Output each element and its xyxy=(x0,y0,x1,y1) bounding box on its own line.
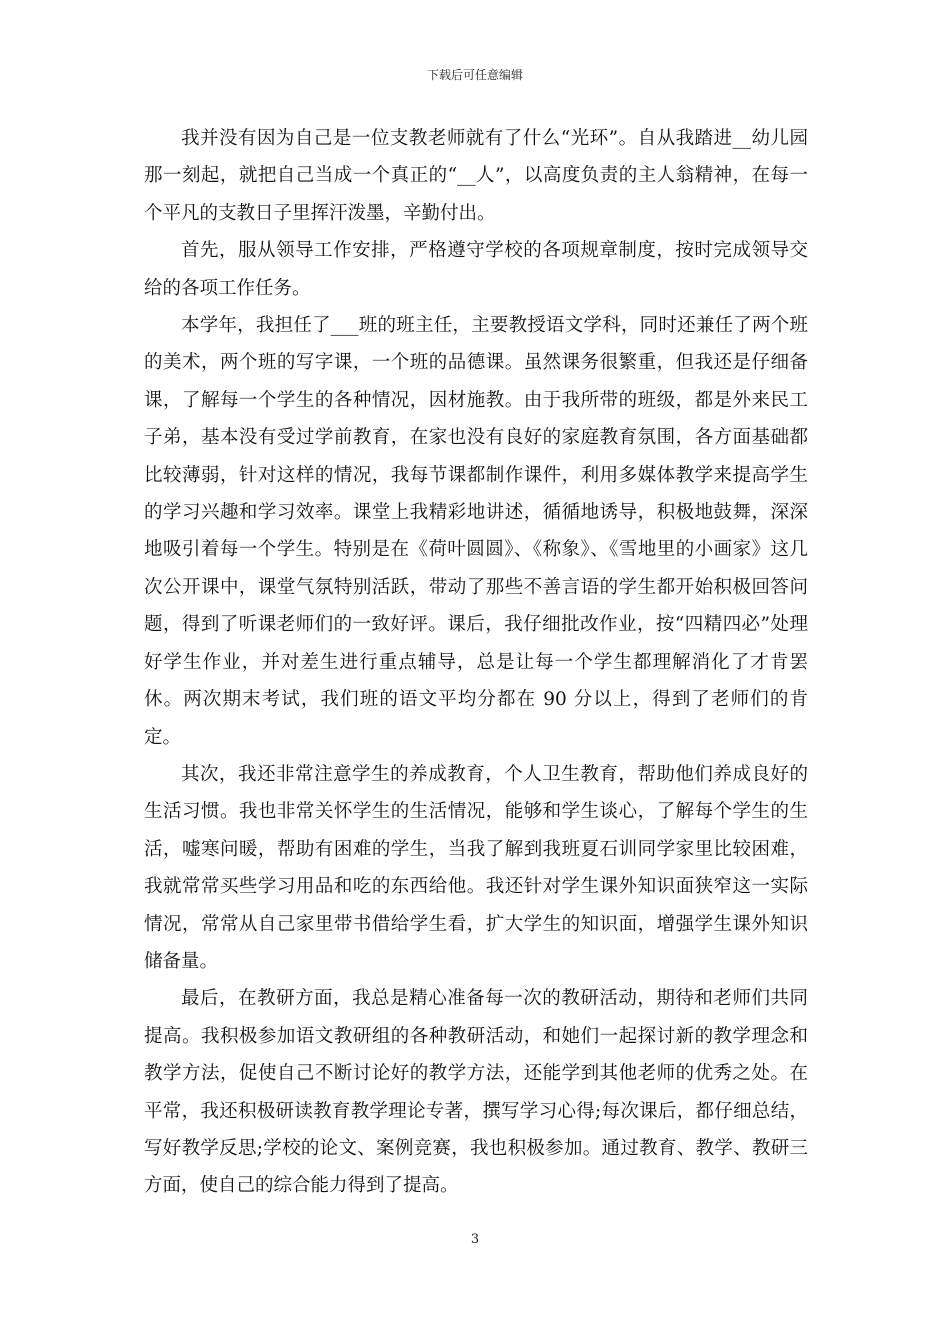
paragraph-intro: 我并没有因为自己是一位支教老师就有了什么“光环”。自从我踏进__幼儿园那一刻起，就把自己当成一个真正的“__人”，以高度负责的主人翁精神，在每一个平凡的支教日子里挥汗泼墨，辛勤付出。 xyxy=(144,128,808,224)
document-body xyxy=(144,120,808,1205)
page-header: 下载后可任意编辑 xyxy=(426,68,523,82)
paragraph-last: 最后，在教研方面，我总是精心准备每一次的教研活动，期待和老师们共同提高。我积极参加语文教研组的各种教研活动，和她们一起探讨新的教学理念和教学方法，促使自己不断讨论好的教学方法，还能学到其他老师的优秀之处。在平常，我还积极研读教育教学理论专著，撰写学习心得;每次课后，都仔细总结，写好教学反思;学校的论文、案例竞赛，我也积极参加。通过教育、教学、教研三方面，使自己的综合能力得到了提高。 xyxy=(144,988,808,1197)
paragraph-teaching: 本学年，我担任了___班的班主任，主要教授语文学科，同时还兼任了两个班的美术，两个班的写字课，一个班的品德课。虽然课务很繁重，但我还是仔细备课，了解每一个学生的各种情况，因材施教。由于我所带的班级，都是外来民工子弟，基本没有受过学前教育，在家也没有良好的家庭教育氛围，各方面基础都比较薄弱，针对这样的情况，我每节课都制作课件，利用多媒体教学来提高学生的学习兴趣和学习效率。课堂上我精彩地讲述，循循地诱导，积极地鼓舞，深深地吸引着每一个学生。特别是在《荷叶圆圆》、《称象》、《雪地里的小画家》这几次公开课中，课堂气氛特别活跃，带动了那些不善言语的学生都开始积极回答问题，得到了听课老师们的一致好评。课后，我仔细批改作业，按“四精四必”处理好学生作业，并对差生进行重点辅导，总是让每一个学生都理解消化了才肯罢休。两次期末考试，我们班的语文平均分都在 90 分以上，得到了老师们的肯定。 xyxy=(144,315,808,748)
paragraph-first: 首先，服从领导工作安排，严格遵守学校的各项规章制度，按时完成领导交给的各项工作任务。 xyxy=(144,240,808,299)
page-number: 3 xyxy=(470,1232,480,1247)
paragraph-second: 其次，我还非常注意学生的养成教育，个人卫生教育，帮助他们养成良好的生活习惯。我也非常关怀学生的生活情况，能够和学生谈心，了解每个学生的生活，嘘寒问暖，帮助有困难的学生，当我了解到我班夏石训同学家里比较困难，我就常常买些学习用品和吃的东西给他。我还针对学生课外知识面狭窄这一实际情况，常常从自己家里带书借给学生看，扩大学生的知识面，增强学生课外知识储备量。 xyxy=(144,763,808,972)
